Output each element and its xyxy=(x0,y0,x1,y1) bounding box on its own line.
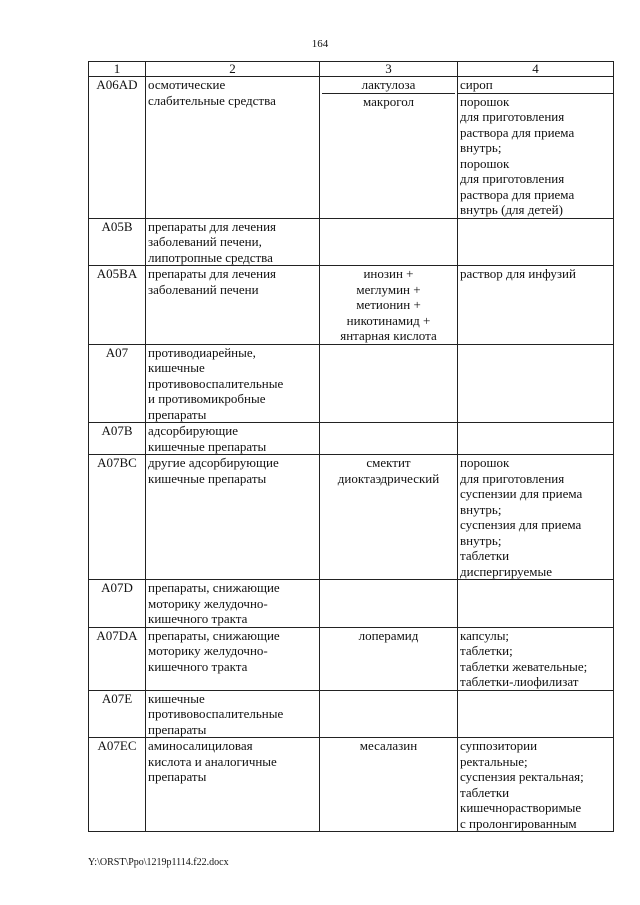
drug-name-cell xyxy=(320,690,458,738)
group-name-line: кислота и аналогичные xyxy=(148,753,277,769)
dosage-form-line: ректальные; xyxy=(460,753,528,769)
group-name-line: противовоспалительные xyxy=(148,706,284,721)
drug-name-line: инозин + xyxy=(363,266,414,281)
dosage-form-cell xyxy=(458,738,614,832)
table-row xyxy=(89,218,614,266)
dosage-form-line: раствора для приема xyxy=(460,186,575,202)
group-name-line: препараты для лечения xyxy=(148,266,277,281)
group-name-line: другие адсорбирующие xyxy=(148,455,279,470)
footer-file-path: Y:\ORST\Ppo\1219p1114.f22.docx xyxy=(88,857,229,868)
group-name-line: препараты, снижающие xyxy=(148,627,280,643)
dosage-form-cell xyxy=(458,266,614,345)
dosage-form-line: кишечнорастворимые xyxy=(460,800,582,815)
table-row xyxy=(89,627,614,690)
drug-name-cell xyxy=(320,455,458,580)
dosage-form-line: для приготовления xyxy=(460,109,565,124)
dosage-form-line: диспергируемые xyxy=(460,563,553,579)
dosage-form-line: внутрь; xyxy=(460,501,502,517)
drug-table xyxy=(88,61,614,832)
dosage-form-cell xyxy=(458,455,614,580)
group-name-cell xyxy=(146,580,320,628)
drug-name-line: диоктаэдрический xyxy=(337,470,440,486)
dosage-form-cell xyxy=(458,344,614,423)
group-name-line: препараты xyxy=(148,406,207,422)
drug-name-line: меглумин + xyxy=(356,281,421,297)
dosage-form-line: внутрь; xyxy=(460,140,502,155)
table-row xyxy=(89,738,614,832)
table-row xyxy=(89,455,614,580)
column-header: 4 xyxy=(458,62,614,77)
dosage-form-line: капсулы; xyxy=(460,627,510,643)
atc-code-cell: A07E xyxy=(89,690,146,738)
drug-name-cell xyxy=(320,738,458,832)
drug-name-cell xyxy=(320,266,458,345)
atc-code-cell: A07BC xyxy=(89,455,146,580)
dosage-form xyxy=(460,266,611,282)
drug-name xyxy=(322,738,455,754)
drug-name xyxy=(322,77,455,94)
table-row xyxy=(89,266,614,345)
group-name-cell xyxy=(146,266,320,345)
atc-code-cell: A05BA xyxy=(89,266,146,345)
dosage-form xyxy=(460,738,611,831)
group-name-cell xyxy=(146,423,320,455)
atc-code-cell: A07DA xyxy=(89,627,146,690)
dosage-form-line: суспензия ректальная; xyxy=(460,769,584,784)
dosage-form-line: суппозитории xyxy=(460,738,538,753)
group-name-cell xyxy=(146,738,320,832)
column-header: 2 xyxy=(146,62,320,77)
drug-name-line: никотинамид + xyxy=(346,312,431,328)
group-name-cell xyxy=(146,690,320,738)
group-name-line: препараты xyxy=(148,769,207,784)
group-name-line: заболеваний печени xyxy=(148,281,259,297)
group-name-line: моторику желудочно- xyxy=(148,595,268,611)
dosage-form-cell xyxy=(458,218,614,266)
dosage-form-line: порошок xyxy=(460,93,510,109)
drug-name-cell xyxy=(320,218,458,266)
group-name-line: кишечного тракта xyxy=(148,658,248,674)
table-header-row xyxy=(89,62,614,77)
group-name-cell xyxy=(146,455,320,580)
dosage-form-line: для приготовления xyxy=(460,171,565,186)
drug-name-line: лоперамид xyxy=(358,627,419,643)
drug-name xyxy=(322,628,455,644)
drug-name xyxy=(322,455,455,486)
dosage-form-cell xyxy=(458,690,614,738)
drug-name-cell xyxy=(320,580,458,628)
group-name-line: противодиарейные, xyxy=(148,344,256,360)
group-name-line: кишечного тракта xyxy=(148,611,248,626)
group-name-line: адсорбирующие xyxy=(148,423,239,438)
group-name-line: осмотические xyxy=(148,77,226,92)
group-name-cell xyxy=(146,77,320,219)
group-name-line: кишечные xyxy=(148,360,205,375)
group-name-line: кишечные препараты xyxy=(148,438,267,454)
group-name-line: противовоспалительные xyxy=(148,375,284,391)
group-name-line: моторику желудочно- xyxy=(148,643,268,658)
atc-code-cell: A07B xyxy=(89,423,146,455)
group-name-line: липотропные средства xyxy=(148,249,273,265)
dosage-form xyxy=(460,628,611,690)
group-name-line: кишечные препараты xyxy=(148,470,267,486)
dosage-form-line: для приготовления xyxy=(460,470,565,486)
column-header: 1 xyxy=(89,62,146,77)
group-name-line: препараты, снижающие xyxy=(148,580,280,595)
atc-code-cell: A05B xyxy=(89,218,146,266)
dosage-form-cell xyxy=(458,423,614,455)
group-name-line: заболеваний печени, xyxy=(148,234,262,249)
dosage-form-line: раствора для приема xyxy=(460,124,575,140)
atc-code-cell: A07D xyxy=(89,580,146,628)
dosage-form-line: порошок xyxy=(460,455,510,470)
dosage-form xyxy=(460,455,611,579)
group-name-line: слабительные средства xyxy=(148,92,276,108)
dosage-form xyxy=(457,77,613,94)
dosage-form-cell xyxy=(458,627,614,690)
drug-name-line: смектит xyxy=(366,455,411,470)
group-name-cell xyxy=(146,627,320,690)
dosage-form-line: таблетки; xyxy=(460,643,513,658)
atc-code-cell: A06AD xyxy=(89,77,146,219)
dosage-form-line: раствор для инфузий xyxy=(460,266,576,281)
dosage-form-line: внутрь (для детей) xyxy=(460,202,563,217)
dosage-form-cell xyxy=(458,77,614,219)
dosage-form-line: таблетки xyxy=(460,548,510,563)
dosage-form-line: внутрь; xyxy=(460,532,502,548)
table-row xyxy=(89,423,614,455)
atc-code-cell: A07EC xyxy=(89,738,146,832)
dosage-form-line: таблетки-лиофилизат xyxy=(460,674,579,689)
dosage-form-line: суспензии для приема xyxy=(460,486,583,501)
drug-name-line: макрогол xyxy=(362,93,415,109)
dosage-form-line: таблетки жевательные; xyxy=(460,658,588,674)
dosage-form xyxy=(460,94,611,218)
group-name-line: препараты для лечения xyxy=(148,218,277,234)
group-name-line: аминосалициловая xyxy=(148,738,253,753)
drug-name-cell xyxy=(320,344,458,423)
drug-name xyxy=(322,94,455,110)
drug-name-cell xyxy=(320,423,458,455)
group-name-line: кишечные xyxy=(148,690,205,706)
atc-code-cell: A07 xyxy=(89,344,146,423)
drug-name xyxy=(322,266,455,344)
group-name-cell xyxy=(146,218,320,266)
drug-name-line: лактулоза xyxy=(361,77,416,92)
table-row xyxy=(89,690,614,738)
dosage-form-line: с пролонгированным xyxy=(460,815,577,831)
dosage-form-line: сироп xyxy=(460,77,493,92)
drug-name-cell xyxy=(320,627,458,690)
drug-name-cell xyxy=(320,77,458,219)
page-number: 164 xyxy=(311,38,329,50)
drug-name-line: янтарная кислота xyxy=(340,328,437,343)
group-name-cell xyxy=(146,344,320,423)
drug-name-line: метионин + xyxy=(356,297,421,312)
dosage-form-cell xyxy=(458,580,614,628)
dosage-form-line: таблетки xyxy=(460,784,510,800)
table-row xyxy=(89,344,614,423)
table-body xyxy=(89,77,614,832)
table-row xyxy=(89,77,614,219)
group-name-line: и противомикробные xyxy=(148,391,266,406)
column-header: 3 xyxy=(320,62,458,77)
dosage-form-line: порошок xyxy=(460,155,510,171)
dosage-form-line: суспензия для приема xyxy=(460,517,582,532)
group-name-line: препараты xyxy=(148,721,207,737)
drug-name-line: месалазин xyxy=(359,738,418,753)
table-row xyxy=(89,580,614,628)
